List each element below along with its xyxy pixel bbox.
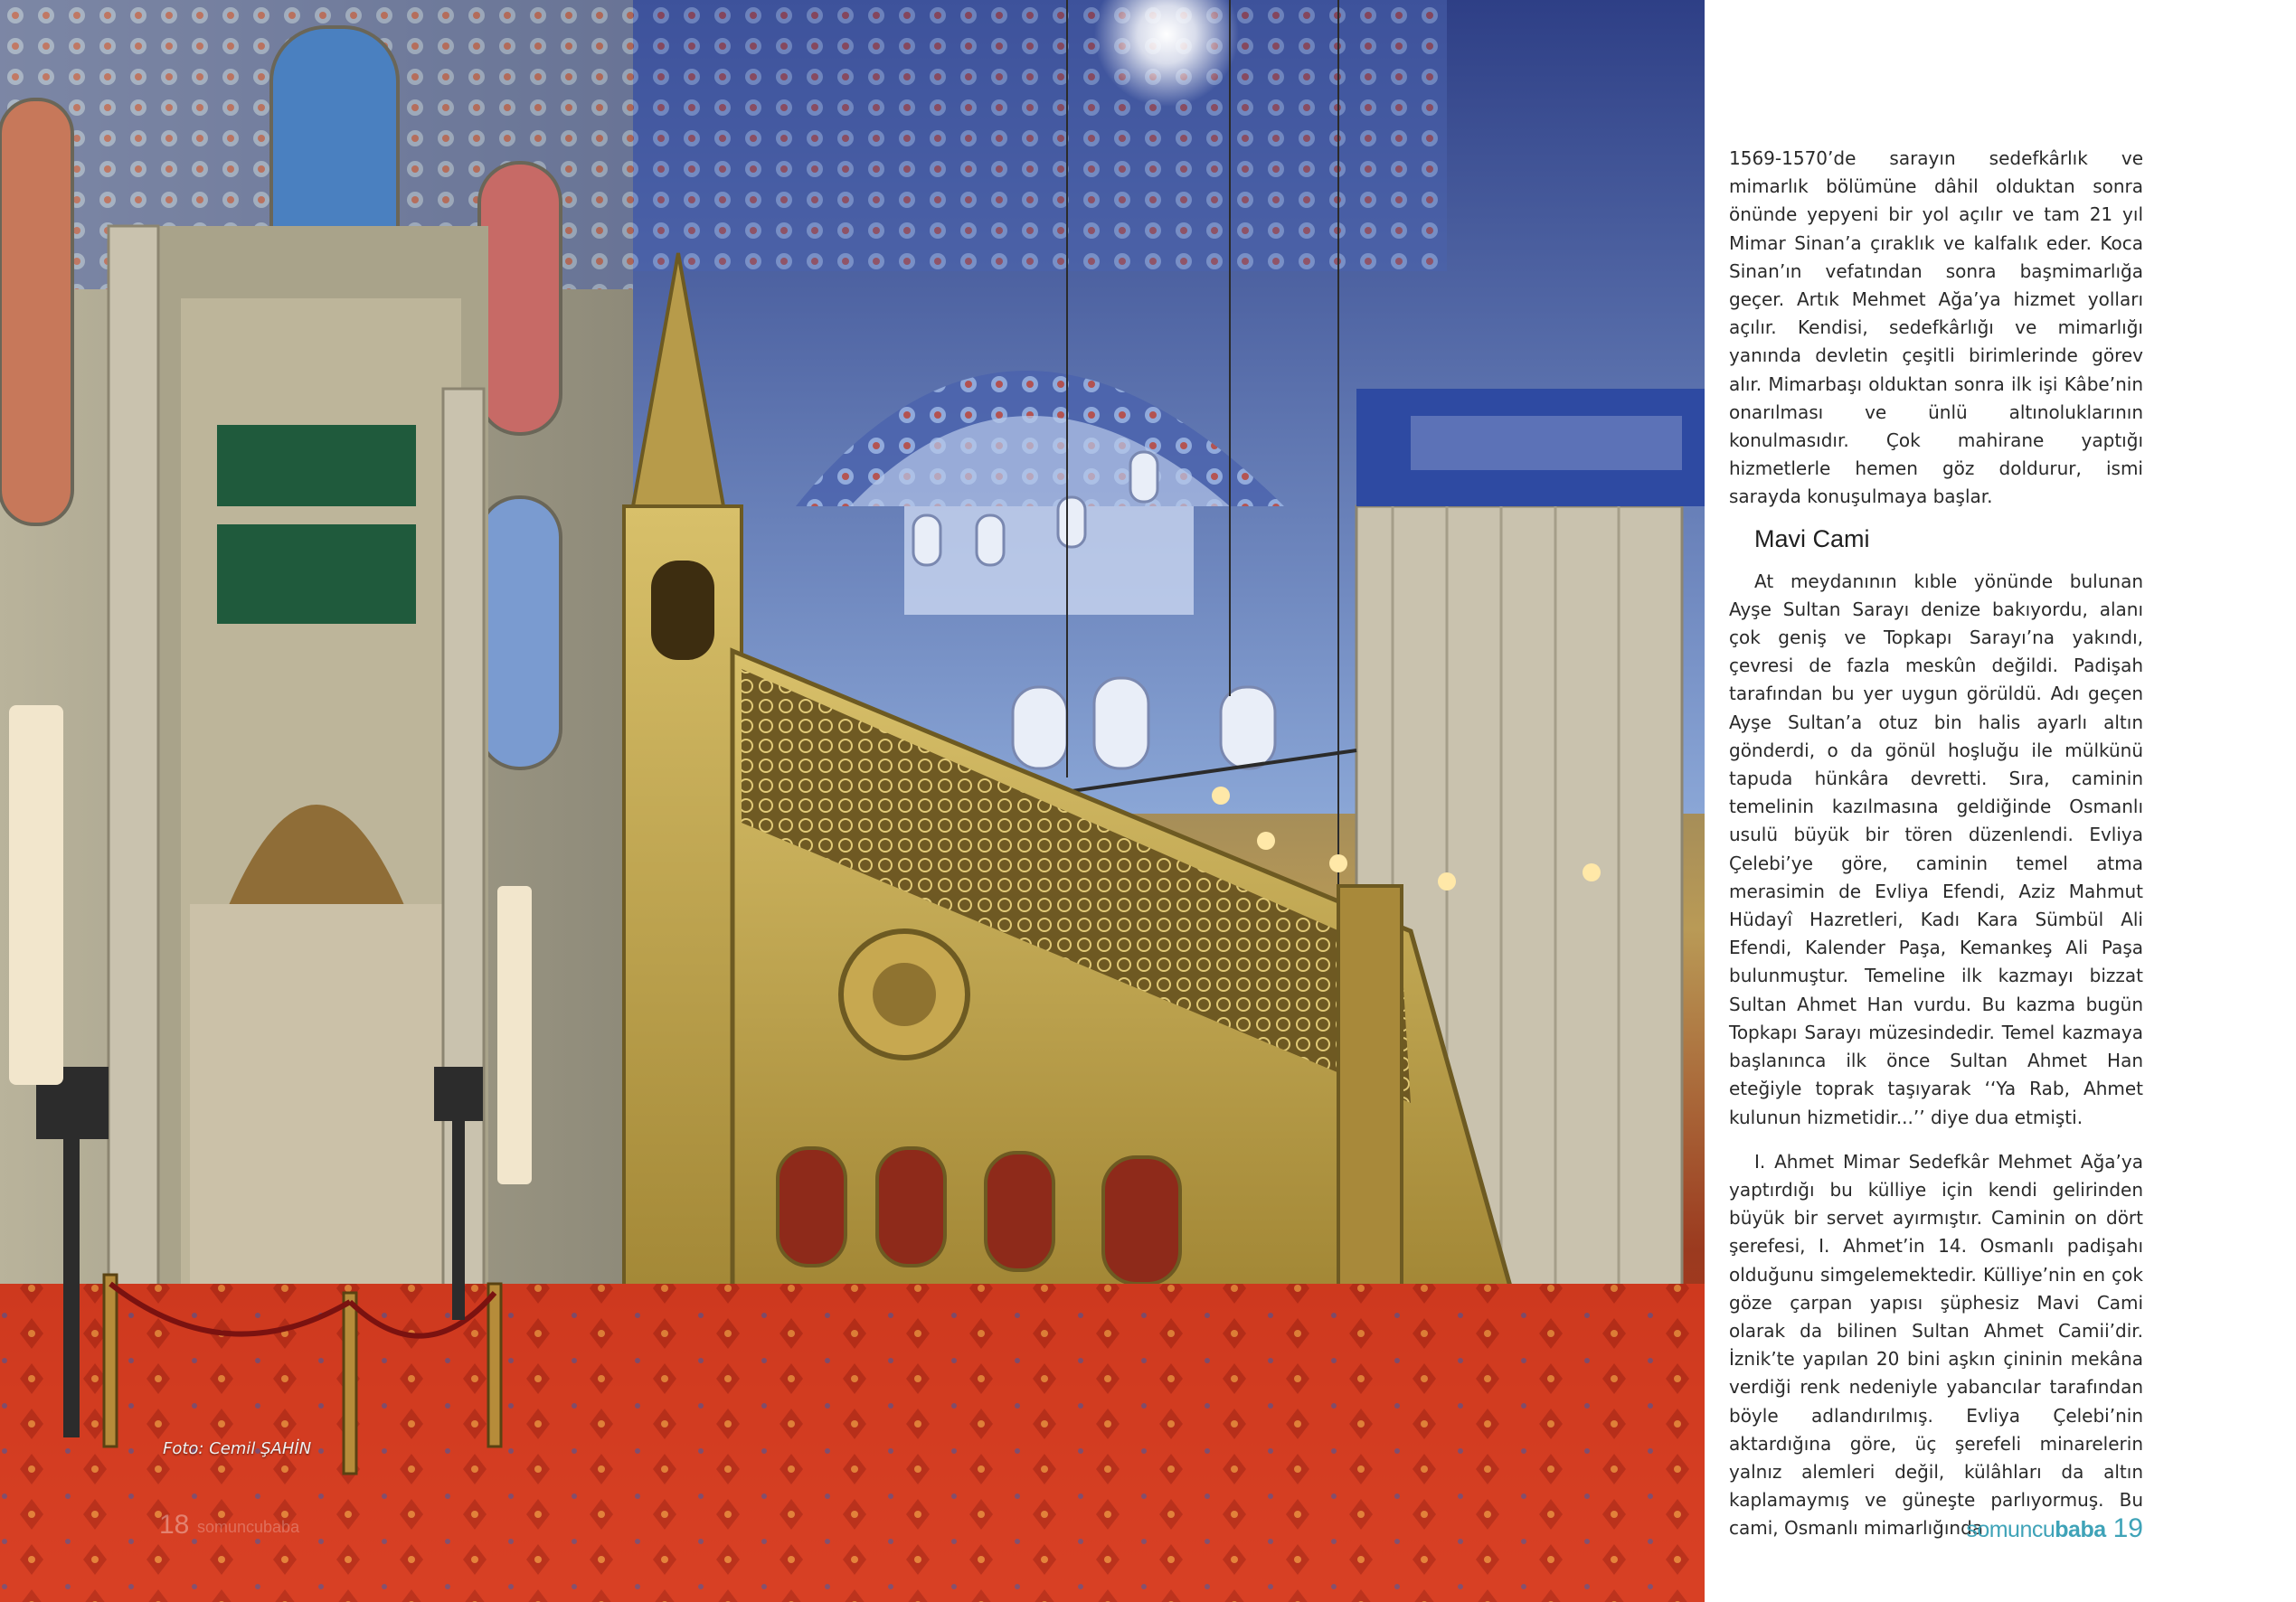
left-magazine-name: somuncubaba [197,1518,300,1536]
paragraph-mavi-cami-1: At meydanının kıble yönünde bulunan Ayşe Sultan Sarayı denize bakıyordu, alanı çok geniş ve Topkapı Sarayı’na yakındı, çevresi de fazla meskûn değildi. Padişah tarafından bu yer uygun görüldü. Adı geçen Ayşe Sultan’a otuz bin halis ayarlı altın gönderdi, o da gönül hoşluğu ile mülkünü tapuda hünkâra devretti. Sıra, caminin temelinin kazılmasına geldiğinde Osmanlı usulü büyük bir tören düzenlendi. Evliya Çelebi’ye göre, caminin temel atma merasimin de Evliya Efendi, Aziz Mahmut Hüdayî Hazretleri, Kadı Kara Sümbül Ali Efendi, Kalender Paşa, Kemankeş Ali Paşa bulunmuştur. Temeline ilk kazmayı bizzat Sultan Ahmet Han vurdu. Bu kazma bugün Topkapı Sarayı müzesindedir. Temel kazmaya başlanınca ilk önce Sultan Ahmet Han eteğiyle toprak taşıyarak ‘‘Ya Rab, Ahmet kulunun hizmetidir...’’ diye dua etmişti. [1729,570,2143,1128]
left-page-number: 18 [159,1510,190,1540]
page-footer [1966,1513,2143,1550]
magazine-logo-bold: baba [2055,1517,2106,1542]
photo-credit: Foto: Cemil ŞAHİN [163,1439,312,1458]
magazine-logo-light: somuncu [1966,1517,2055,1542]
section-heading: Mavi Cami [1754,524,1870,552]
footer-line [1966,1513,2143,1544]
article-column [1729,145,2143,1543]
page-number: 19 [2112,1513,2143,1543]
intro-paragraph: 1569-1570’de sarayın sedefkârlık ve mimarlık bölümüne dâhil olduktan sonra önünde yepyeni bir yol açılır ve tam 21 yıl Mimar Sinan’a çıraklık ve kalfalık eder. Koca Sinan’ın vefatından sonra başmimarlığa geçer. Artık Mehmet Ağa’ya hizmet yolları açılır. Kendisi, sedefkârlığı ve mimarlığı yanında devletin çeşitli birimlerinde görev alır. Mimarbaşı olduktan sonra ilk işi Kâbe’nin onarılması ve ünlü altınoluklarının konulmasıdır. Çok mahirane yaptığı hizmetlerle hemen göz doldurur, ismi sarayda konuşulmaya başlar. [1729,147,2143,508]
paragraph-mavi-cami-2: I. Ahmet Mimar Sedefkâr Mehmet Ağa’ya yaptırdığı bu külliye için kendi gelirinden büyük bir servet ayırmıştır. Caminin on dört şerefesi, I. Ahmet’in 14. Osmanlı padişahı olduğunu simgelemektedir. Külliye’nin en çok göze çarpan yapısı şüphesiz Mavi Cami olarak da bilinen Sultan Ahmet Camii’dir. İznik’te yapılan 20 bini aşkın çininin mekâna verdiği renk nedeniyle yabancılar tarafından böyle adlandırılmış. Evliya Çelebi’nin aktardığına göre, üç şerefeli minarelerin yalnız alemleri değil, külâhları da altın kaplamaymış ve güneşte parlıyormuş. Bu cami, Osmanlı mimarlığında [1729,1150,2143,1540]
